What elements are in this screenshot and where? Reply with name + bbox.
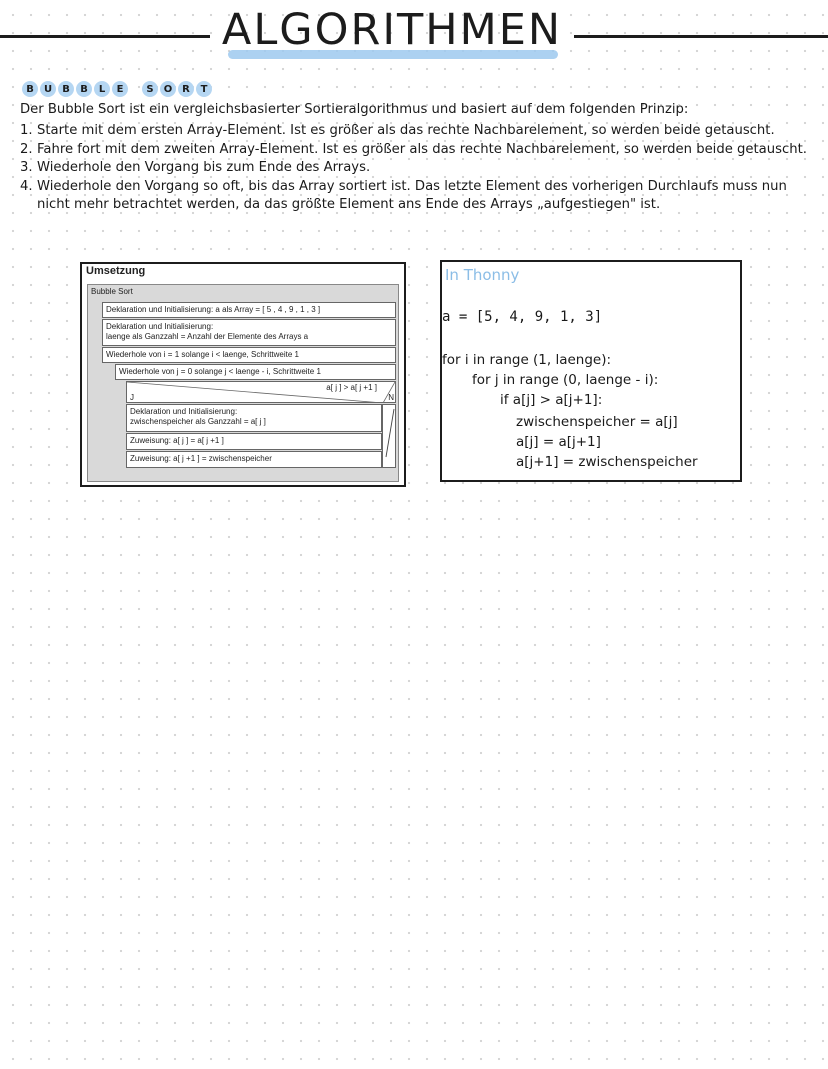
page-header: [0, 4, 828, 60]
step-text: Wiederhole den Vorgang so oft, bis das Array sortiert ist. Das letzte Element des vorherigen Durchlaufs muss nun nicht mehr betrachtet werden, da das größte Element ans Ende des Arrays „aufgestiegen" ist.: [37, 178, 787, 212]
step-text: Wiederhole den Vorgang bis zum Ende des Arrays.: [37, 160, 371, 175]
heading-letter: O: [160, 81, 176, 97]
code-line: for i in range (1, laenge):: [442, 352, 612, 368]
no-label: N: [388, 393, 394, 402]
decl-array-text: Deklaration und Initialisierung: a als Array = [ 5 , 4 , 9 , 1 , 3 ]: [106, 305, 321, 314]
assign-block-2: [126, 451, 382, 468]
assign-2-text: Zuweisung: a[ j +1 ] = zwischenspeicher: [130, 454, 272, 463]
no-branch-stroke: [383, 405, 396, 468]
code-panel-title: In Thonny: [445, 266, 520, 284]
heading-letter: R: [178, 81, 194, 97]
heading-letter: B: [76, 81, 92, 97]
no-branch-block: [382, 404, 396, 468]
code-line: zwischenspeicher = a[j]: [516, 414, 678, 430]
step-number: 2.: [20, 141, 33, 157]
array-assignment: a = [5, 4, 9, 1, 3]: [442, 309, 603, 325]
decl-array-block: [102, 302, 396, 318]
decl-length-line-1: Deklaration und Initialisierung:: [106, 322, 214, 331]
heading-letter: U: [40, 81, 56, 97]
step-number: 1.: [20, 123, 33, 138]
section-heading-word: [22, 81, 130, 97]
code-line: a[j] = a[j+1]: [516, 434, 601, 450]
code-panel: [440, 260, 742, 482]
inner-loop-header: [115, 364, 396, 380]
decl-length-line-2: laenge als Ganzzahl = Anzahl der Elemente des Arrays a: [106, 332, 309, 341]
structogram-body: [87, 284, 399, 482]
step-text: Fahre fort mit dem zweiten Array-Element. Ist es größer als das rechte Nachbarelement, so werden beide getauscht.: [37, 141, 807, 157]
heading-letter: T: [196, 81, 212, 97]
outer-loop-header: [102, 347, 396, 363]
list-item: [20, 178, 820, 215]
heading-letter: B: [22, 81, 38, 97]
steps-list: [20, 122, 820, 215]
decl-tmp-line-2: zwischenspeicher als Ganzzahl = a[ j ]: [130, 417, 266, 426]
step-text: Starte mit dem ersten Array-Element. Ist es größer als das rechte Nachbarelement, so werden beide getauscht.: [37, 123, 775, 138]
code-line: for j in range (0, laenge - i):: [472, 372, 659, 388]
code-line: a[j+1] = zwischenspeicher: [516, 454, 698, 470]
algorithm-name: Bubble Sort: [91, 287, 133, 296]
heading-letter: B: [58, 81, 74, 97]
list-item: [20, 141, 820, 160]
code-line: if a[j] > a[j+1]:: [500, 392, 603, 408]
outer-loop-text: Wiederhole von i = 1 solange i < laenge, Schrittweite 1: [106, 350, 300, 359]
title-rule-left: [0, 35, 210, 38]
decl-length-block: [102, 319, 396, 346]
heading-letter: E: [112, 81, 128, 97]
title-rule-right: [574, 35, 828, 38]
decl-tmp-block: [126, 404, 382, 432]
step-number: 4.: [20, 178, 33, 194]
condition-text: a[ j ] > a[ j +1 ]: [326, 383, 377, 392]
step-number: 3.: [20, 160, 33, 175]
list-item: [20, 122, 820, 141]
assign-1-text: Zuweisung: a[ j ] = a[ j +1 ]: [130, 436, 224, 445]
heading-letter: L: [94, 81, 110, 97]
inner-loop-text: Wiederhole von j = 0 solange j < laenge - i, Schrittweite 1: [119, 367, 321, 376]
page-title: ALGORITHMEN: [221, 5, 563, 55]
section-heading-word: [142, 81, 214, 97]
assign-block-1: [126, 433, 382, 450]
yes-label: J: [130, 393, 134, 402]
structogram-heading: Umsetzung: [86, 265, 146, 277]
section-heading: [22, 79, 214, 99]
list-item: [20, 159, 820, 178]
structogram-panel: [80, 262, 406, 487]
decl-tmp-line-1: Deklaration und Initialisierung:: [130, 407, 238, 416]
condition-block: [126, 381, 396, 403]
heading-letter: S: [142, 81, 158, 97]
intro-text: Der Bubble Sort ist ein vergleichsbasierter Sortieralgorithmus und basiert auf dem folgenden Prinzip:: [20, 102, 689, 117]
